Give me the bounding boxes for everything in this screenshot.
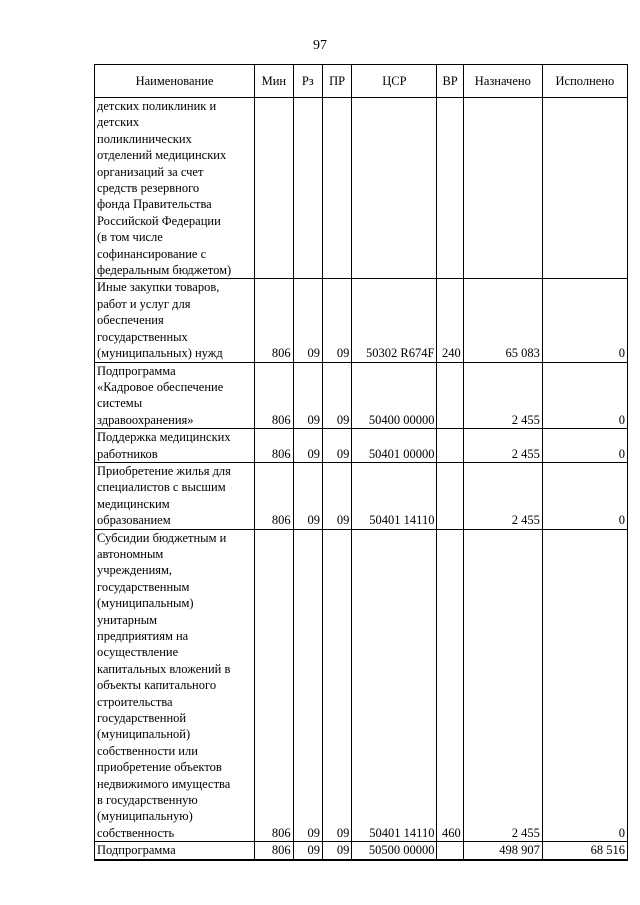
row-assigned: 65 083	[463, 279, 542, 362]
row-csr: 50400 00000	[352, 362, 437, 429]
table-row	[95, 462, 628, 529]
table-row	[95, 842, 628, 860]
row-rz: 09	[293, 429, 322, 463]
row-pr	[322, 98, 351, 279]
row-min: 806	[255, 362, 294, 429]
table-header-row	[95, 65, 628, 98]
row-assigned: 2 455	[463, 529, 542, 842]
row-csr: 50500 00000	[352, 842, 437, 860]
column-header-vr: ВР	[437, 65, 463, 98]
column-header-executed: Исполнено	[542, 65, 627, 98]
column-header-min: Мин	[255, 65, 294, 98]
row-min: 806	[255, 842, 294, 860]
row-executed: 68 516	[542, 842, 627, 860]
row-min	[255, 98, 294, 279]
budget-table	[94, 64, 628, 861]
row-pr: 09	[322, 279, 351, 362]
row-name: детских поликлиник и детских поликлинических отделений медицинских организаций за счет средств резервного фонда Правительства Российской Федерации (в том числе софинансирование с федеральным бюджетом)	[95, 98, 255, 279]
row-pr: 09	[322, 529, 351, 842]
row-name: Субсидии бюджетным и автономным учреждениям, государственным (муниципальным) унитарным предприятиям на осуществление капитальных вложений в объекты капитального строительства государственной (муниципальной) собственности или приобретение объектов недвижимого имущества в государственную (муниципальную) собственность	[95, 529, 255, 842]
row-vr: 460	[437, 529, 463, 842]
row-name: Подпрограмма	[95, 842, 255, 860]
table-row	[95, 529, 628, 842]
row-name: Подпрограмма «Кадровое обеспечение системы здравоохранения»	[95, 362, 255, 429]
row-csr: 50401 14110	[352, 529, 437, 842]
row-vr	[437, 842, 463, 860]
row-csr: 50302 R674F	[352, 279, 437, 362]
row-csr	[352, 98, 437, 279]
column-header-pr: ПР	[322, 65, 351, 98]
table-row	[95, 98, 628, 279]
row-executed: 0	[542, 279, 627, 362]
column-header-rz: Рз	[293, 65, 322, 98]
row-rz: 09	[293, 462, 322, 529]
row-pr: 09	[322, 842, 351, 860]
row-assigned: 498 907	[463, 842, 542, 860]
row-vr	[437, 462, 463, 529]
row-executed: 0	[542, 362, 627, 429]
row-executed: 0	[542, 429, 627, 463]
table-row	[95, 279, 628, 362]
row-vr	[437, 362, 463, 429]
row-min: 806	[255, 529, 294, 842]
row-executed: 0	[542, 462, 627, 529]
row-assigned	[463, 98, 542, 279]
row-name: Иные закупки товаров, работ и услуг для обеспечения государственных (муниципальных) нужд	[95, 279, 255, 362]
row-pr: 09	[322, 429, 351, 463]
row-assigned: 2 455	[463, 429, 542, 463]
row-vr	[437, 429, 463, 463]
table-row	[95, 429, 628, 463]
row-min: 806	[255, 429, 294, 463]
page-number: 97	[313, 38, 327, 53]
row-name: Поддержка медицинских работников	[95, 429, 255, 463]
row-executed: 0	[542, 529, 627, 842]
row-csr: 50401 00000	[352, 429, 437, 463]
row-assigned: 2 455	[463, 462, 542, 529]
column-header-name: Наименование	[95, 65, 255, 98]
row-pr: 09	[322, 462, 351, 529]
row-csr: 50401 14110	[352, 462, 437, 529]
row-min: 806	[255, 462, 294, 529]
row-vr	[437, 98, 463, 279]
row-name: Приобретение жилья для специалистов с высшим медицинским образованием	[95, 462, 255, 529]
column-header-csr: ЦСР	[352, 65, 437, 98]
row-min: 806	[255, 279, 294, 362]
row-rz: 09	[293, 362, 322, 429]
row-vr: 240	[437, 279, 463, 362]
row-rz: 09	[293, 842, 322, 860]
row-rz: 09	[293, 279, 322, 362]
row-pr: 09	[322, 362, 351, 429]
row-rz: 09	[293, 529, 322, 842]
row-assigned: 2 455	[463, 362, 542, 429]
column-header-assigned: Назначено	[463, 65, 542, 98]
row-rz	[293, 98, 322, 279]
table-row	[95, 362, 628, 429]
row-executed	[542, 98, 627, 279]
